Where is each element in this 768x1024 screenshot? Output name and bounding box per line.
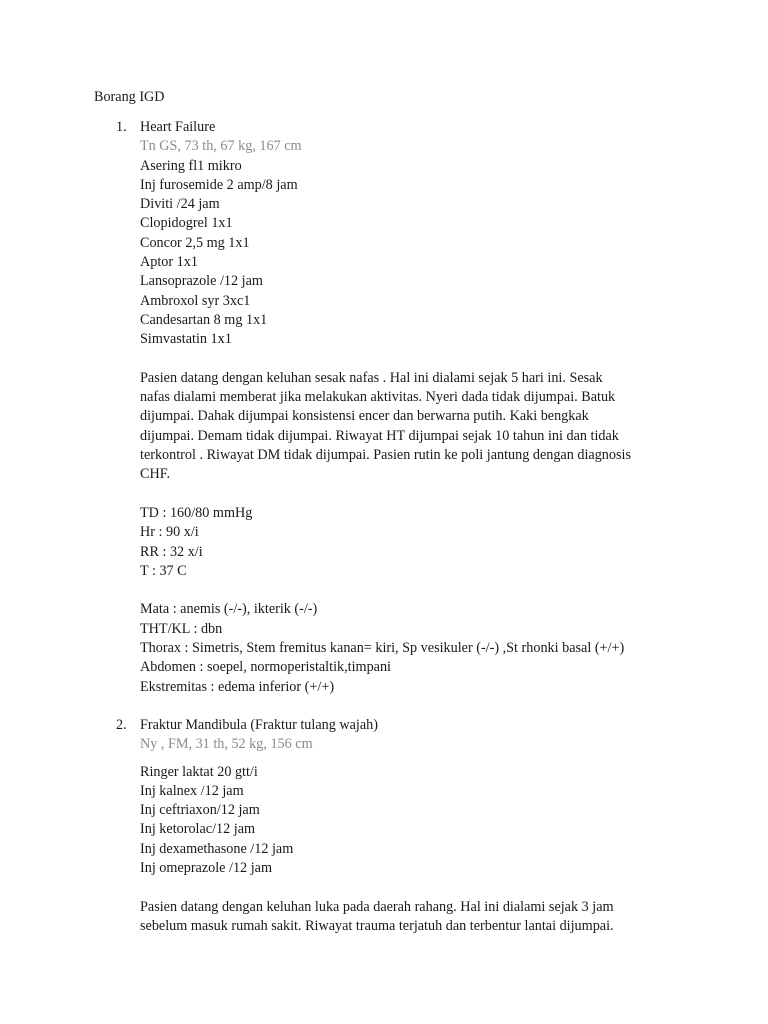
case-body — [140, 118, 680, 697]
vital-signs — [140, 504, 680, 581]
medication-item: Clopidogrel 1x1 — [140, 215, 233, 232]
case-body — [140, 716, 680, 936]
medication-item: Inj ketorolac/12 jam — [140, 821, 256, 838]
exam-item: Abdomen : soepel, normoperistaltik,timpani — [140, 659, 391, 676]
vital-item: T : 37 C — [140, 562, 187, 579]
physical-exam — [140, 600, 680, 696]
history-line: CHF. — [140, 466, 171, 483]
vital-item: RR : 32 x/i — [140, 543, 203, 560]
history-line: sebelum masuk rumah sakit. Riwayat trauma terjatuh dan terbentur lantai dijumpai. — [140, 917, 614, 934]
patient-info: Ny , FM, 31 th, 52 kg, 156 cm — [140, 736, 313, 753]
history-paragraph — [140, 369, 680, 485]
exam-item: Mata : anemis (-/-), ikterik (-/-) — [140, 601, 318, 618]
medication-item: Diviti /24 jam — [140, 196, 220, 213]
medication-item: Inj furosemide 2 amp/8 jam — [140, 176, 298, 193]
medication-item: Inj dexamethasone /12 jam — [140, 840, 294, 857]
history-line: Pasien datang dengan keluhan sesak nafas . Hal ini dialami sejak 5 hari ini. Sesak — [140, 369, 603, 386]
medication-item: Ringer laktat 20 gtt/i — [140, 763, 258, 780]
history-line: dijumpai. Dahak dijumpai konsistensi encer dan berwarna putih. Kaki bengkak — [140, 408, 589, 425]
medication-item: Simvastatin 1x1 — [140, 331, 232, 348]
vital-item: Hr : 90 x/i — [140, 524, 199, 541]
medication-list — [140, 157, 680, 350]
exam-item: Thorax : Simetris, Stem fremitus kanan= kiri, Sp vesikuler (-/-) ,St rhonki basal (+/+) — [140, 640, 625, 657]
vital-item: TD : 160/80 mmHg — [140, 504, 253, 521]
case-number: 1. — [116, 119, 127, 135]
medication-item: Inj ceftriaxon/12 jam — [140, 802, 260, 819]
medication-item: Concor 2,5 mg 1x1 — [140, 234, 250, 251]
history-line: nafas dialami memberat jika melakukan aktivitas. Nyeri dada tidak dijumpai. Batuk — [140, 389, 616, 406]
medication-item: Lansoprazole /12 jam — [140, 273, 263, 290]
exam-item: Ekstremitas : edema inferior (+/+) — [140, 678, 335, 695]
patient-info: Tn GS, 73 th, 67 kg, 167 cm — [140, 138, 302, 155]
case-diagnosis: Heart Failure — [140, 119, 216, 135]
case-number: 2. — [116, 717, 127, 733]
history-line: terkontrol . Riwayat DM tidak dijumpai. Pasien rutin ke poli jantung dengan diagnosis — [140, 447, 631, 464]
medication-list — [140, 763, 680, 879]
medication-item: Candesartan 8 mg 1x1 — [140, 311, 268, 328]
document-title: Borang IGD — [94, 89, 165, 105]
history-line: Pasien datang dengan keluhan luka pada daerah rahang. Hal ini dialami sejak 3 jam — [140, 898, 614, 915]
case-diagnosis: Fraktur Mandibula (Fraktur tulang wajah) — [140, 717, 378, 733]
exam-item: THT/KL : dbn — [140, 620, 223, 637]
medication-item: Asering fl1 mikro — [140, 157, 242, 174]
medication-item: Ambroxol syr 3xc1 — [140, 292, 251, 309]
history-paragraph — [140, 898, 680, 937]
medication-item: Inj kalnex /12 jam — [140, 782, 244, 799]
medication-item: Inj omeprazole /12 jam — [140, 860, 272, 877]
history-line: dijumpai. Demam tidak dijumpai. Riwayat HT dijumpai sejak 10 tahun ini dan tidak — [140, 427, 619, 444]
medication-item: Aptor 1x1 — [140, 254, 198, 271]
